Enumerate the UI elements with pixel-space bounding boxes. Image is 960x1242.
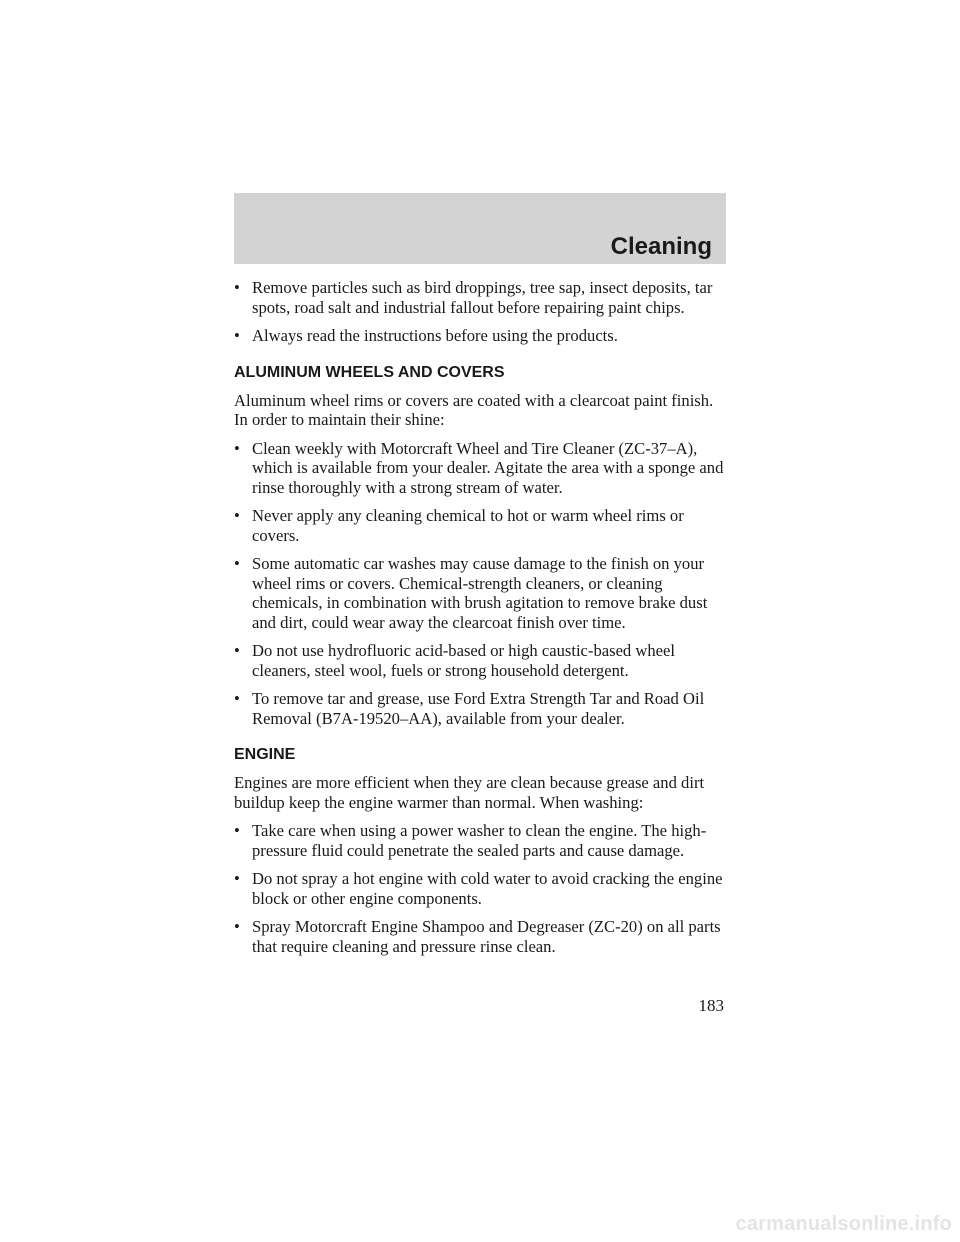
list-item-text: Spray Motorcraft Engine Shampoo and Degreaser (ZC-20) on all parts that require cleaning and pressure rinse clean. <box>252 917 721 956</box>
bullet-icon: • <box>234 506 240 525</box>
section-header-band <box>234 193 726 264</box>
bullet-icon: • <box>234 278 240 297</box>
list-item-text: Never apply any cleaning chemical to hot or warm wheel rims or covers. <box>252 506 684 545</box>
list-item <box>234 506 730 545</box>
section-title: Cleaning <box>610 233 712 260</box>
bullet-icon: • <box>234 917 240 936</box>
section-heading-aluminum-wheels: ALUMINUM WHEELS AND COVERS <box>234 363 505 381</box>
section-heading-engine: ENGINE <box>234 746 296 763</box>
list-item-text: Do not spray a hot engine with cold water to avoid cracking the engine block or other engine components. <box>252 869 723 908</box>
page-content <box>234 278 730 965</box>
list-item <box>234 641 730 680</box>
list-item-text: Do not use hydrofluoric acid-based or high caustic-based wheel cleaners, steel wool, fuels or strong household detergent. <box>252 641 676 680</box>
bullet-icon: • <box>234 438 240 458</box>
section-paragraph: Engines are more efficient when they are clean because grease and dirt buildup keep the engine warmer than normal. When washing: <box>234 773 705 812</box>
list-item <box>234 917 730 956</box>
section-paragraph: Aluminum wheel rims or covers are coated with a clearcoat paint finish. In order to maintain their shine: <box>234 390 714 429</box>
bullet-icon: • <box>234 326 240 345</box>
list-item <box>234 869 730 908</box>
bullet-icon: • <box>234 821 240 840</box>
bullet-icon: • <box>234 554 240 573</box>
bullet-icon: • <box>234 689 240 708</box>
list-item-text: Clean weekly with Motorcraft Wheel and Tire Cleaner (ZC-37–A), which is available from your dealer. Agitate the area with a sponge and rinse thoroughly with a strong stream of water. <box>252 438 724 497</box>
list-item-text: Always read the instructions before using the products. <box>252 326 618 345</box>
list-item <box>234 554 730 632</box>
list-item <box>234 821 730 860</box>
list-item <box>234 439 730 498</box>
watermark: carmanualsonline.info <box>735 1213 952 1235</box>
list-item <box>234 689 730 728</box>
list-item <box>234 326 730 346</box>
list-item-text: Some automatic car washes may cause damage to the finish on your wheel rims or covers. Chemical-strength cleaners, or cleaning chemicals, in combination with brush agitation to remove brake dust and dirt, could wear away the clearcoat finish over time. <box>252 554 708 632</box>
list-item-text: Take care when using a power washer to clean the engine. The high-pressure fluid could penetrate the sealed parts and cause damage. <box>252 821 707 860</box>
list-item <box>234 278 730 317</box>
list-item-text: Remove particles such as bird droppings, tree sap, insect deposits, tar spots, road salt and industrial fallout before repairing paint chips. <box>252 278 713 317</box>
bullet-icon: • <box>234 869 240 888</box>
list-item-text: To remove tar and grease, use Ford Extra Strength Tar and Road Oil Removal (B7A-19520–AA), available from your dealer. <box>252 689 705 728</box>
bullet-icon: • <box>234 641 240 660</box>
page-number: 183 <box>698 996 724 1015</box>
